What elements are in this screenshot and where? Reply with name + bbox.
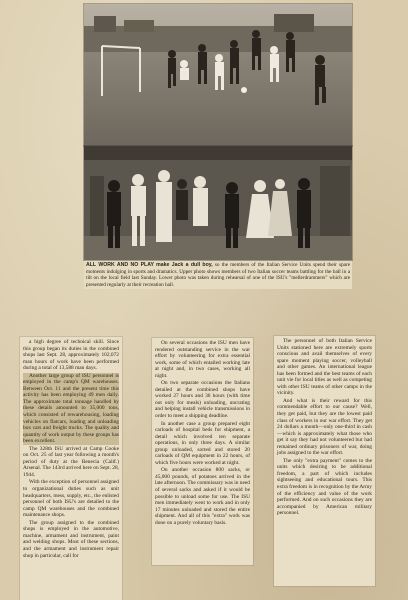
column2-paragraph: On another occasion 800 sacks, or 45,000 pounds, of potatoes arrived in the late afternoon. The commissary was in need of several sacks and asked if it would be possible to unload some for use. The ISU men immediately went to work and in only 17 minutes unloaded and stored the entire shipment. And all of this "extra" work was done on a purely voluntary basis. [155,467,250,526]
article-column-1 [20,337,122,600]
column2-paragraph: On several occasions the ISU men have rendered outstanding service in the war effort by volunteering for extra essential work, some of which entailed working late at night and, in two cases, working all night. [155,340,250,379]
soccer-photo-image [84,4,352,146]
soccer-photo [84,4,352,146]
article-column-2 [152,338,253,565]
column1-paragraph: The group assigned to the combined shops is employed in the automotive, machine, armament and instrument, paint and welding shops. Most of these sections, and the armament and instrument repair shop in particular, call for [23,519,119,559]
column1-paragraph: With the exception of personnel assigned to organizational duties such as unit headquarters, mess, supply, etc., the enlisted personnel of both ISU's are detailed to the camp QM warehouses and the combined maintenance shops. [23,479,119,519]
column2-paragraph: On two separate occasions the Italians detailed at the combined shops have worked 27 hours and 36 hours (with time out only for meals) unloading, uncrating and helping install vehicle transmissions in order to meet a shipping deadline. [155,380,250,420]
column3-paragraph: And what is their reward for this commendable effort to our cause? Well, they get paid, but they are the lowest paid class of workers in our war effort. They get 24 dollars a month—only one-third in cash—which is approximately what those who get it say they had not volunteered but had remained ordinary prisoners of war, doing jobs assigned to the war effort. [277,397,372,457]
column1-paragraph: a high degree of technical skill. Since this group began its duties in the combined shops last Sept. 28, approximately 102,072 man hours of work have been performed during a total of 13,588 man days. [23,339,119,372]
column3-paragraph: The personnel of both Italian Service Units stationed here are extremely sports conscious and avail themselves of every spare moment playing soccer, volleyball and other games. An international league has been formed and the best teams of each unit vie for local titles as well as competing with other ISU teams of other camps in the vicinity. [277,338,372,397]
column3-paragraph: The only "extra payment" comes to the units which desiring to be additional freedom, a part of which includes sightseeing and educational tours. This extra freedom is in recognition by the Army of the efficiency and value of the work performed. And on such occasions they are accompanied by American military personnel. [277,457,372,517]
caption-body: so the members of the Italian Service Units spend their spare moments indulging in sports and dramatics. Upper photo shows members of two Italian soccer teams battling for the ball in a tilt on the local field last Sunday. Lower photo was taken during rehearsal of one of the ISU's "mellerdrammers" which are presented regularly at their recreation hall. [86,262,351,288]
column1-paragraph: The 328th ISU arrived at Camp Cooke on Oct. 25 of last year following a month's period of duty at the Benecia (Calif.) Arsenal. The 143rd arrived here on Sept. 28, 1944. [23,445,120,478]
article-column-3 [274,336,375,586]
caption-lead: ALL WORK AND NO PLAY make Jack a dull boy, [86,262,213,268]
rehearsal-photo [84,146,352,260]
rehearsal-photo-image [84,146,352,260]
photo-caption [84,261,352,289]
column2-paragraph: In another case a group prepared eight carloads of hospital beds for shipment, a detail which involved ten separate operations, in only three days. A similar group unloaded, sorted and stored 20 carloads of QM equipment in 22 hours, of which five hours were worked at night. [155,420,250,466]
column1-paragraph: Another large group of ISU personnel is employed in the camp's QM warehouses. Between Oct. 11 and the present time this activity has been employing 49 men daily. The approximate total tonnage handled by these details amounted to 35,000 tons, which consisted of rewarehousing, loading vehicles on flatcars, loading and unloading box cars and freight trucks. The quality and quantity of work output by these groups has been excellent. [23,372,119,445]
